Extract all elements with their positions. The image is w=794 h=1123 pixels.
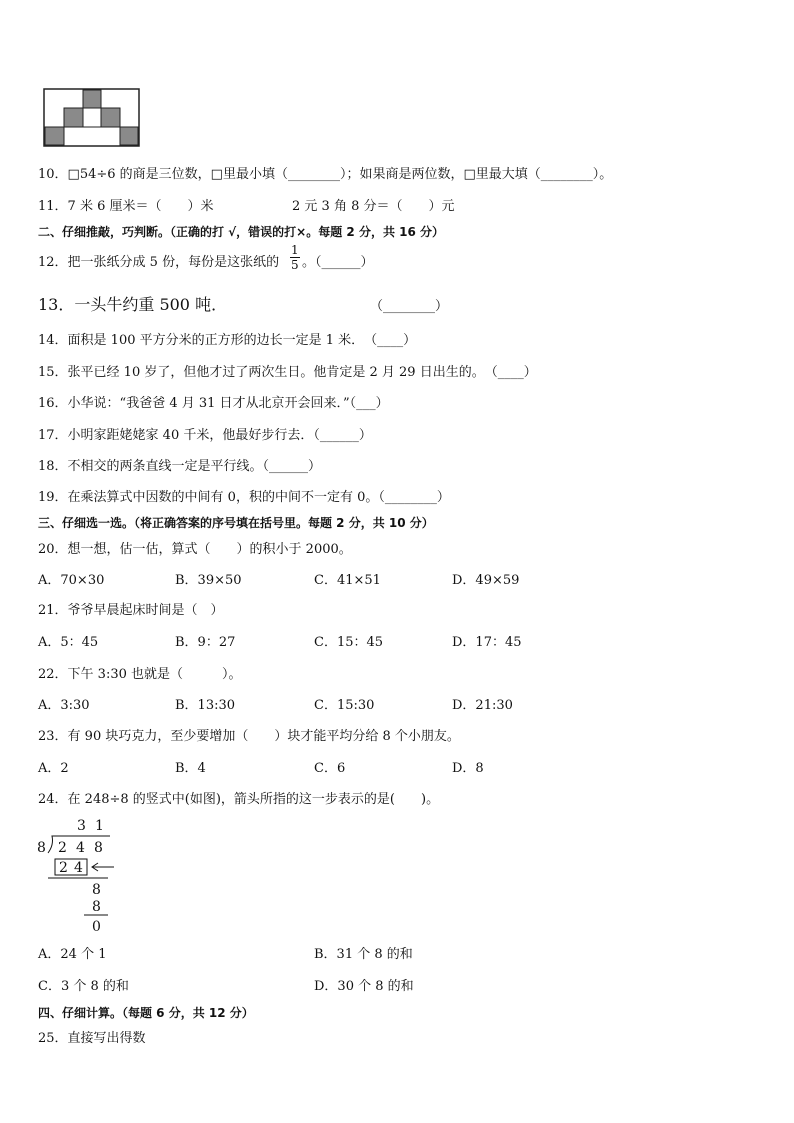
question-20-option-c: C．41×51 bbox=[314, 573, 381, 588]
remainder-digit: 8 bbox=[92, 882, 101, 898]
question-20-option-d: D．49×59 bbox=[452, 573, 520, 588]
dividend-digit: 8 bbox=[94, 840, 103, 856]
question-13-answer: （________） bbox=[370, 299, 449, 314]
fraction-numerator: 1 bbox=[291, 243, 299, 257]
question-24: 24．在 248÷8 的竖式中(如图)，箭头所指的这一步表示的是( )。 bbox=[38, 792, 440, 807]
quotient-digit: 3 bbox=[77, 818, 86, 834]
long-division-figure bbox=[34, 815, 134, 935]
question-22-option-c: C．15:30 bbox=[314, 698, 375, 713]
grid-figure bbox=[40, 87, 142, 149]
question-15: 15．张平已经 10 岁了，但他才过了两次生日。他肯定是 2 月 29 日出生的。 （____） bbox=[38, 365, 537, 380]
dividend-digit: 2 bbox=[58, 840, 67, 856]
question-21-option-b: B．9：27 bbox=[175, 635, 236, 650]
question-10: 10．□54÷6 的商是三位数，□里最小填（________）；如果商是两位数，□里最大填（________）。 bbox=[38, 167, 613, 182]
question-18: 18．不相交的两条直线一定是平行线。（______） bbox=[38, 459, 322, 474]
divisor: 8 bbox=[37, 840, 46, 856]
question-22: 22．下午 3:30 也就是（ ）。 bbox=[38, 667, 242, 682]
question-14: 14．面积是 100 平方分米的正方形的边长一定是 1 米． （____） bbox=[38, 333, 417, 348]
question-13-text: 13．一头牛约重 500 吨． bbox=[38, 295, 228, 314]
question-20-option-b: B．39×50 bbox=[175, 573, 242, 588]
section-4-heading: 四、仔细计算。（每题 6 分，共 12 分） bbox=[38, 1006, 254, 1020]
gray-square bbox=[120, 127, 138, 145]
question-23-option-a: A．2 bbox=[38, 761, 69, 776]
question-24-option-c: C．3 个 8 的和 bbox=[38, 979, 129, 994]
question-11-part-a: 11．7 米 6 厘米＝（ ）米 bbox=[38, 199, 214, 214]
question-11-part-b: 2 元 3 角 8 分＝（ ）元 bbox=[292, 199, 455, 214]
question-17: 17．小明家距姥姥家 40 千米，他最好步行去．（______） bbox=[38, 428, 372, 443]
fraction-denominator: 5 bbox=[291, 258, 299, 272]
dividend-digit: 4 bbox=[76, 840, 85, 856]
final-remainder: 0 bbox=[92, 919, 101, 935]
step-product-digit: 4 bbox=[74, 860, 83, 876]
question-21-option-d: D．17：45 bbox=[452, 635, 522, 650]
question-23-option-b: B．4 bbox=[175, 761, 206, 776]
question-23: 23．有 90 块巧克力，至少要增加（ ）块才能平均分给 8 个小朋友。 bbox=[38, 729, 460, 744]
question-24-option-a: A．24 个 1 bbox=[38, 947, 107, 962]
question-20: 20．想一想，估一估，算式（ ）的积小于 2000。 bbox=[38, 542, 352, 557]
question-21: 21．爷爷早晨起床时间是（ ） bbox=[38, 603, 224, 618]
question-24-option-b: B．31 个 8 的和 bbox=[314, 947, 413, 962]
question-25: 25．直接写出得数 bbox=[38, 1031, 146, 1046]
fraction-one-fifth bbox=[290, 243, 300, 272]
question-22-option-a: A．3:30 bbox=[38, 698, 90, 713]
question-12-answer: 。（______） bbox=[302, 255, 374, 270]
question-19: 19．在乘法算式中因数的中间有 0，积的中间不一定有 0。（________） bbox=[38, 490, 450, 505]
question-23-option-c: C．6 bbox=[314, 761, 346, 776]
gray-square bbox=[83, 90, 101, 108]
question-21-option-a: A．5：45 bbox=[38, 635, 99, 650]
question-24-option-d: D．30 个 8 的和 bbox=[314, 979, 414, 994]
step-product-digit: 2 bbox=[59, 860, 68, 876]
section-3-heading: 三、仔细选一选。（将正确答案的序号填在括号里。每题 2 分，共 10 分） bbox=[38, 516, 434, 530]
section-2-heading: 二、仔细推敲，巧判断。（正确的打 √，错误的打×。每题 2 分，共 16 分） bbox=[38, 225, 444, 239]
quotient-digit: 1 bbox=[95, 818, 104, 834]
gray-square bbox=[45, 127, 64, 145]
question-23-option-d: D．8 bbox=[452, 761, 484, 776]
question-21-option-c: C．15：45 bbox=[314, 635, 384, 650]
question-22-option-d: D．21:30 bbox=[452, 698, 513, 713]
question-22-option-b: B．13:30 bbox=[175, 698, 236, 713]
question-12-text: 12．把一张纸分成 5 份，每份是这张纸的 bbox=[38, 255, 280, 270]
question-16: 16．小华说：“我爸爸 4 月 31 日才从北京开会回来．”（___） bbox=[38, 396, 389, 411]
gray-square bbox=[101, 108, 120, 127]
arrow-icon bbox=[92, 863, 114, 871]
question-20-option-a: A．70×30 bbox=[38, 573, 105, 588]
step-product-digit: 8 bbox=[92, 899, 101, 915]
gray-square bbox=[64, 108, 83, 127]
